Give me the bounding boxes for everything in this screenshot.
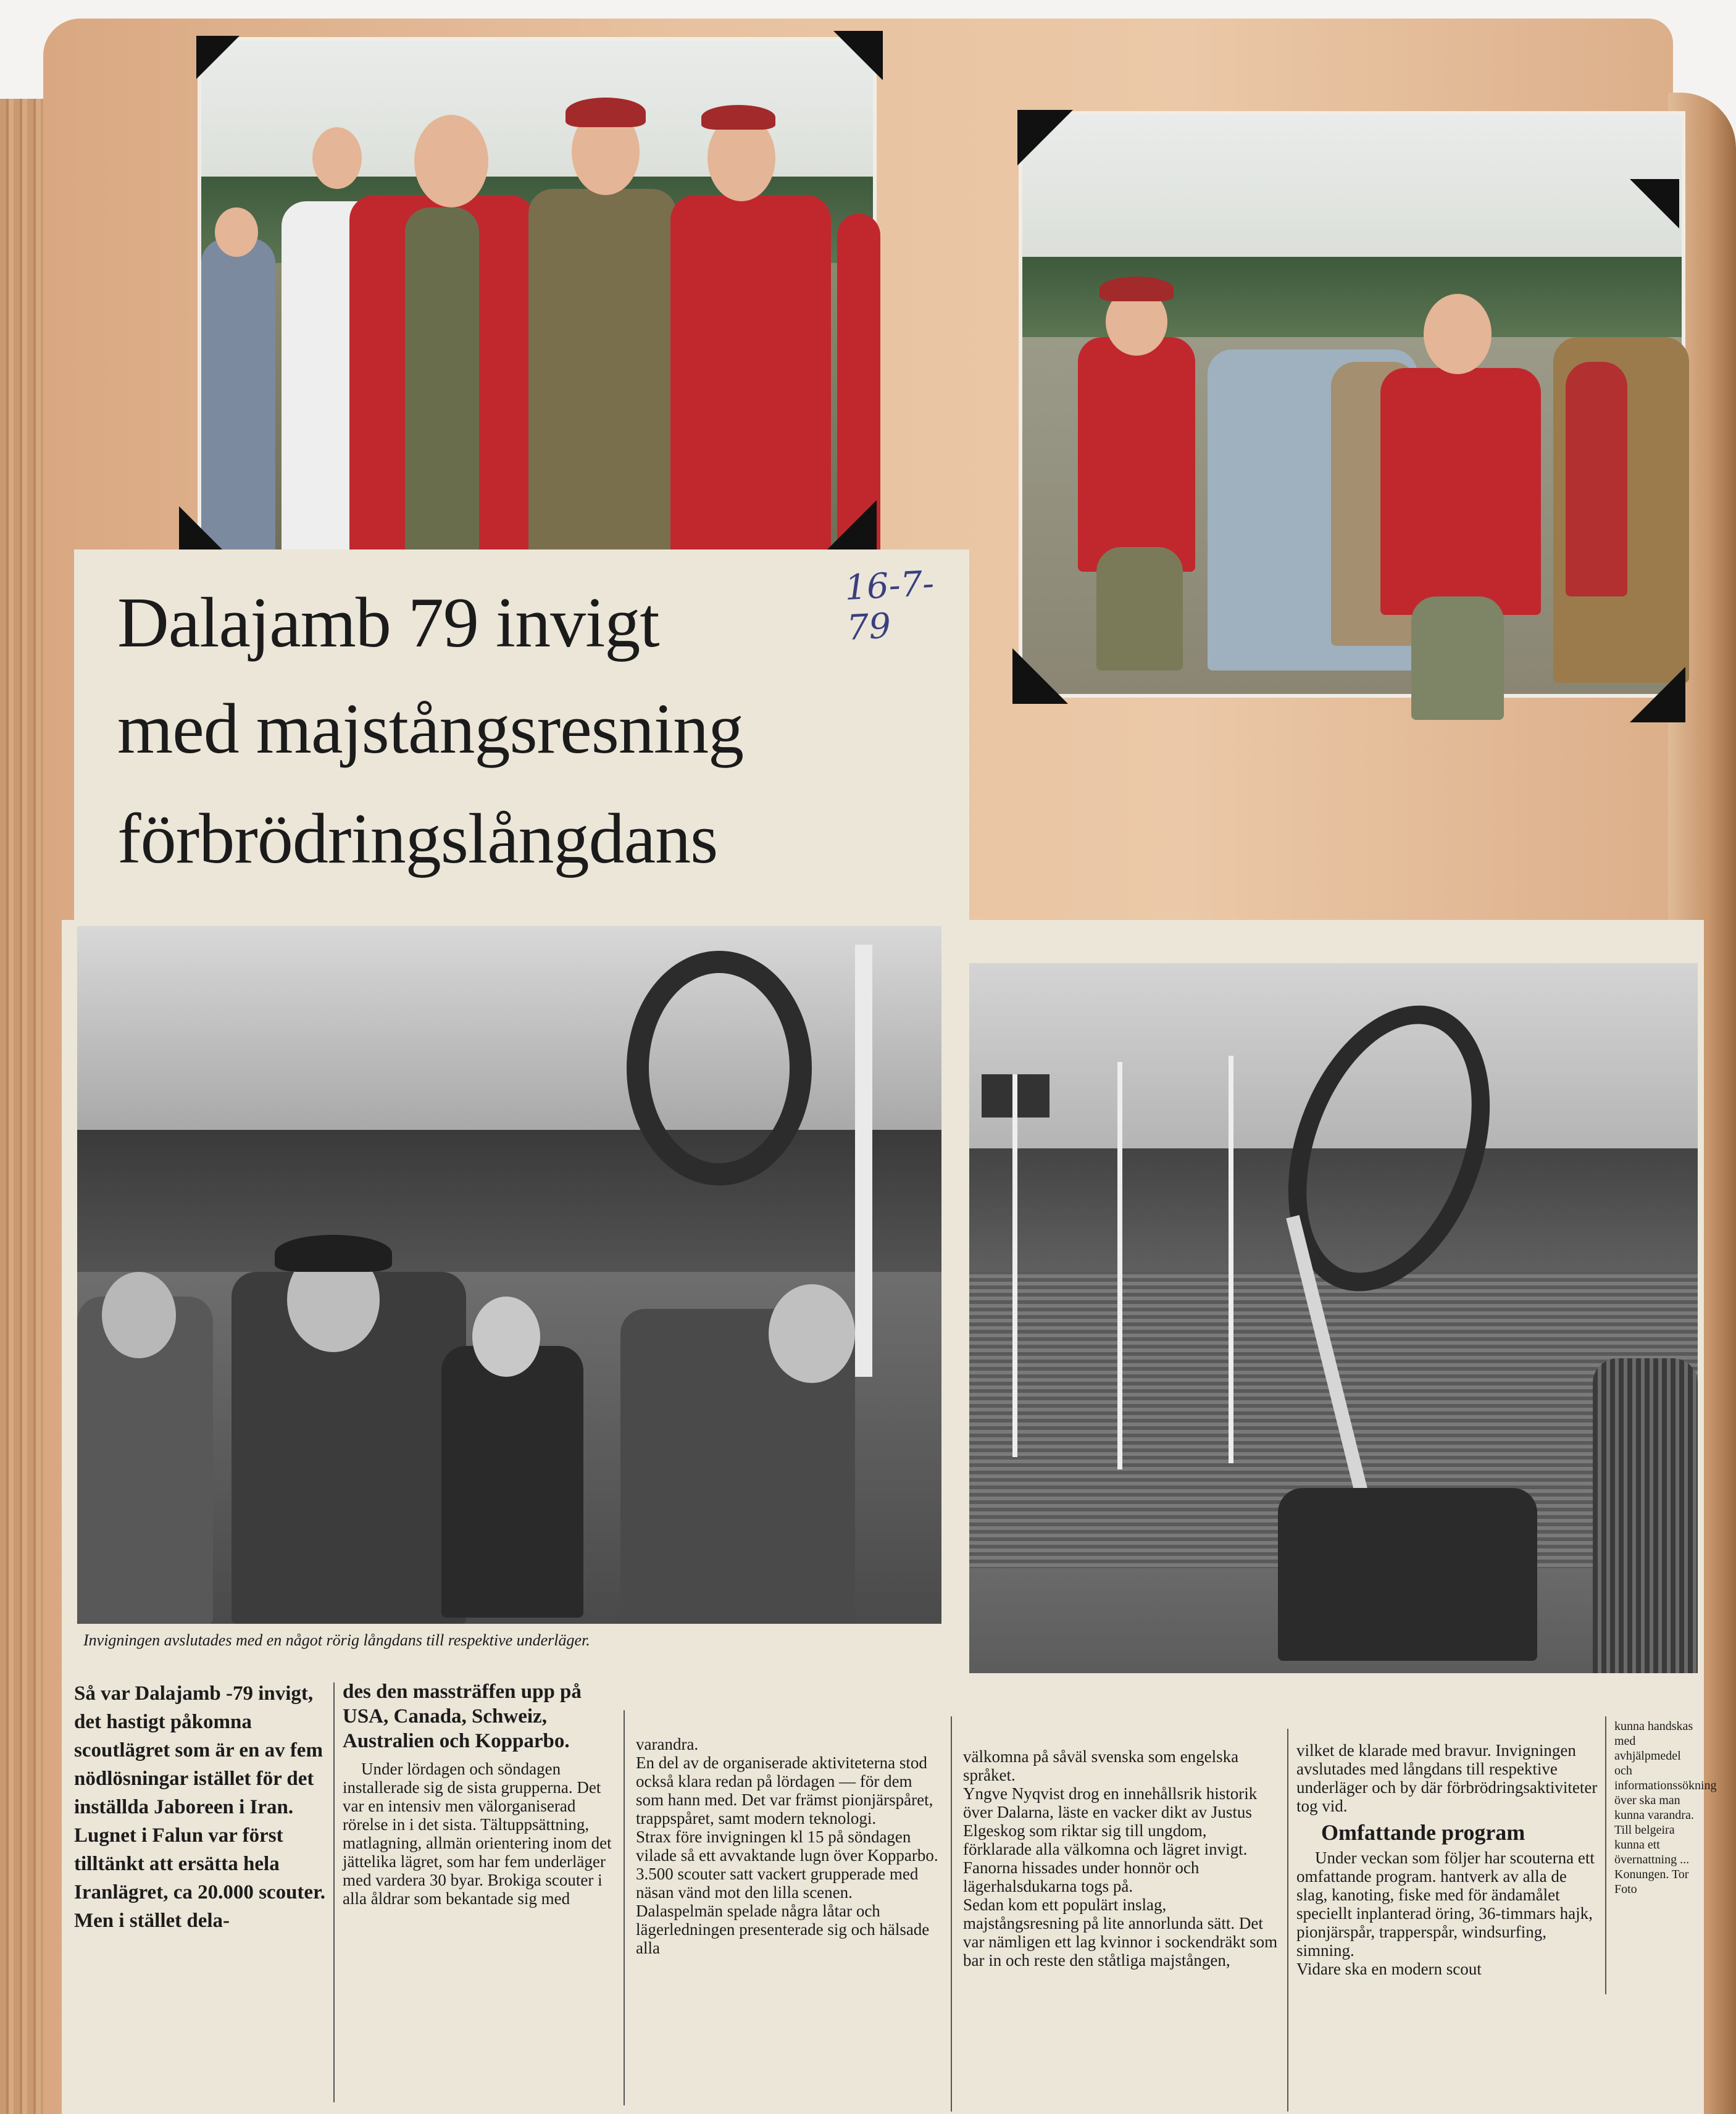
column-rule bbox=[951, 1716, 952, 2112]
article-column-2 bbox=[343, 1679, 614, 1908]
article-body-6: kunna handskas med avhjälpmedel och informationssökning över ska man kunna varandra. Till belgeira kunna ett övernattning ... Konungen. Tor Foto bbox=[1614, 1719, 1717, 1896]
photo-corner-mount bbox=[1630, 179, 1679, 228]
article-subhead: Omfattande program bbox=[1321, 1820, 1525, 1845]
article-body-5: vilket de klarade med bravur. Invigningen avslutades med långdans till respektive underläger och by där förbrödringsaktiviteter tog vid. bbox=[1296, 1741, 1598, 1815]
bw-photo-langdans bbox=[77, 926, 941, 1624]
headline-line-2: med majstångsresning bbox=[117, 690, 744, 769]
headline-line-1: Dalajamb 79 invigt bbox=[117, 583, 659, 662]
photo-corner-mount bbox=[1630, 667, 1685, 722]
photo-corner-mount bbox=[1012, 648, 1068, 704]
headline-line-3: förbrödringslångdans bbox=[117, 800, 718, 879]
column-rule bbox=[1605, 1716, 1606, 1994]
article-body-2: Under lördagen och söndagen installerade sig de sista grupperna. Det var en intensiv men välorganiserad rörelse in i det sista. Tältuppsättning, matlagning, allmän orientering inom det jättelika lägret, som har fem underläger med vardera 30 byar. Brokiga scouter i alla åldrar som bekantade sig med bbox=[343, 1760, 612, 1908]
clipping-headline-block bbox=[74, 549, 969, 932]
photo-caption-left: Invigningen avslutades med en något rörig långdans till respektive underläger. bbox=[83, 1631, 590, 1649]
photo-corner-mount bbox=[1017, 110, 1073, 165]
photo-corner-mount bbox=[821, 500, 877, 556]
article-body-4: välkomna på såväl svenska som engelska språket. Yngve Nyqvist drog en innehållsrik historik över Dalarna, läste en vacker dikt av Justus Elgeskog som riktar sig till ungdom, förklarade alla välkomna och lägret invigt. Fanorna hissades under honnör och lägerhalsdukarna togs på. Sedan kom ett populärt inslag, majstångsresning på lite annorlunda sätt. Det var nämligen ett lag kvinnor i sockendräkt som bar in och reste den ståtliga majstången, bbox=[963, 1747, 1278, 1970]
column-rule bbox=[1287, 1729, 1288, 2112]
color-photo-scout-leaders-group bbox=[198, 37, 877, 556]
article-body-5b: Under veckan som följer har scouterna ett omfattande program. hantverk av alla de slag, kanoting, fiske med för ändamålet speciellt inplanterad öring, 36-timmars hajk, pionjärspår, trapperspår, windsurfing, simning. Vidare ska en modern scout bbox=[1296, 1849, 1595, 1978]
column-rule bbox=[624, 1710, 625, 2105]
article-lead-1: Så var Dalajamb -79 invigt, det hastigt påkomna scoutlägret som är en av fem nödlösningar istället för det inställda Jaboreen i Iran. Lugnet i Falun var först tilltänkt att ersätta hela Iranlägret, ca 20.000 scouter. Men i stället dela- bbox=[74, 1682, 325, 1932]
handwritten-date: 16-7-79 bbox=[843, 563, 935, 649]
article-column-5 bbox=[1296, 1741, 1599, 1978]
column-rule bbox=[333, 1682, 335, 2102]
color-photo-scouts-on-road bbox=[1019, 111, 1685, 698]
photo-corner-mount bbox=[833, 31, 883, 80]
article-column-6 bbox=[1614, 1704, 1717, 2000]
bw-photo-majstang bbox=[969, 963, 1698, 1686]
article-body-3: varandra. En del av de organiserade aktiviteterna stod också klara redan på lördagen — för dem som hann med. Det var främst pionjärspåret, trappspåret, samt modern teknologi. Strax före invigningen kl 15 på söndagen vilade så ett avvaktande lugn över Kopparbo. 3.500 scouter satt vackert grupperade med näsan vänd mot den lilla scenen. Dalaspelmän spelade några låtar och lägerledningen presenterade sig och hälsade alla bbox=[636, 1735, 938, 1957]
photo-corner-mount bbox=[196, 36, 240, 79]
article-lead-2: des den massträffen upp på USA, Canada, Schweiz, Australien och Kopparbo. bbox=[343, 1681, 582, 1752]
article-column-3 bbox=[636, 1716, 938, 1976]
article-column-4 bbox=[963, 1729, 1278, 1988]
article-column-1 bbox=[74, 1679, 327, 1935]
